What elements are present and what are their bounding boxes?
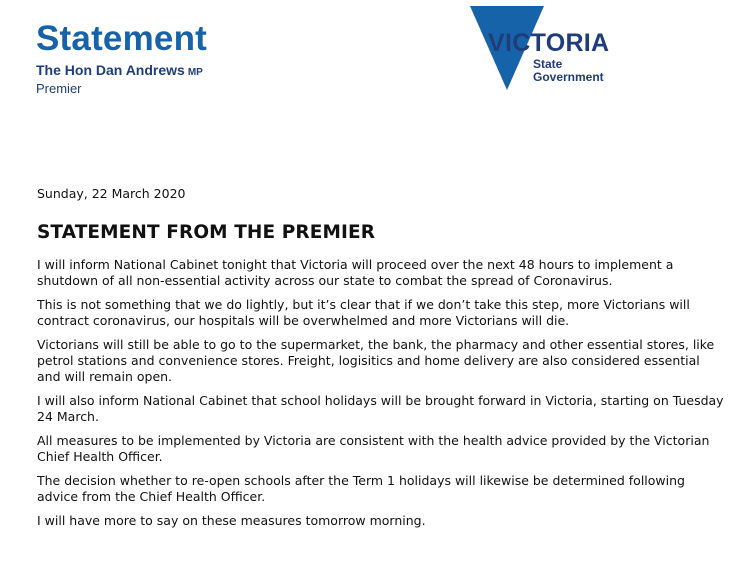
logo-subtitle-line1: State	[533, 57, 563, 71]
minister-role: Premier	[36, 81, 82, 96]
minister-suffix: MP	[187, 67, 203, 78]
logo-wordmark: VICTORIA	[488, 29, 610, 57]
logo-subtitle-line2: Government	[533, 70, 604, 84]
statement-date: Sunday, 22 March 2020	[37, 186, 186, 201]
statement-body	[37, 186, 727, 537]
paragraph: I will inform National Cabinet tonight that Victoria will proceed over the next 48 hours to implement a shutdown of all non-essential activity across our state to combat the spread of Coronavirus.	[37, 257, 674, 288]
logo-subtitle	[533, 58, 623, 84]
minister-name: The Hon Dan Andrews	[36, 62, 185, 78]
minister-name-line	[36, 62, 207, 81]
statement-title: STATEMENT FROM THE PREMIER	[37, 222, 376, 243]
paragraph: This is not something that we do lightly, but it’s clear that if we don’t take this step, more Victorians will contract coronavirus, our hospitals will be overwhelmed and more Victorians will die.	[37, 297, 690, 328]
document-type-heading: Statement	[36, 19, 208, 58]
paragraph: Victorians will still be able to go to the supermarket, the bank, the pharmacy and other essential stores, like petrol stations and convenience stores. Freight, logisitics and home delivery are also considered essential and will remain open.	[37, 337, 715, 384]
paragraph: All measures to be implemented by Victoria are consistent with the health advice provided by the Victorian Chief Health Officer.	[37, 433, 710, 464]
paragraph: The decision whether to re-open schools after the Term 1 holidays will likewise be determined following advice from the Chief Health Officer.	[37, 473, 685, 504]
victoria-state-government-logo	[470, 6, 620, 96]
letterhead	[36, 20, 207, 97]
paragraph: I will also inform National Cabinet that school holidays will be brought forward in Victoria, starting on Tuesday 24 March.	[37, 393, 724, 424]
paragraph: I will have more to say on these measures tomorrow morning.	[37, 513, 426, 528]
